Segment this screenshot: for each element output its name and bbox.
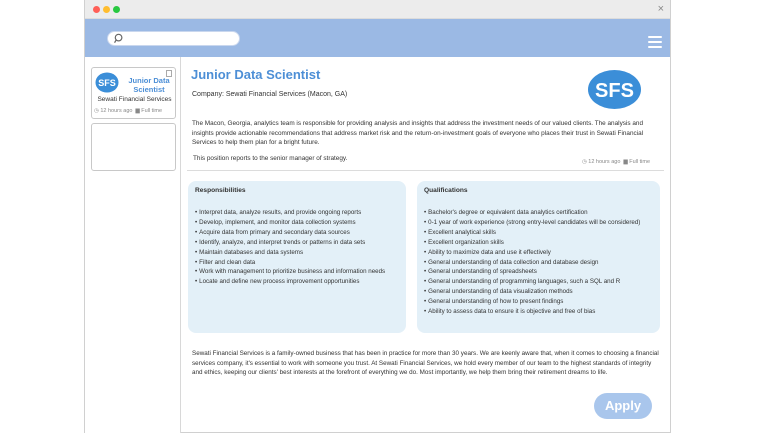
list-item: • Locate and define new process improvement opportunities xyxy=(195,277,399,287)
responsibilities-list xyxy=(195,208,399,287)
company-logo xyxy=(95,72,119,93)
minimize-window-dot[interactable] xyxy=(103,6,110,13)
list-item: • General understanding of data collection and database design xyxy=(424,258,653,268)
list-item: • Interpret data, analyze results, and provide ongoing reports xyxy=(195,208,399,218)
menu-icon[interactable] xyxy=(648,36,662,49)
clock-icon: ◷ xyxy=(94,108,99,114)
clock-icon: ◷ xyxy=(581,159,587,165)
list-item: • Work with management to prioritize business and information needs xyxy=(195,267,399,277)
briefcase-icon: ▆ xyxy=(623,159,628,165)
search-input[interactable] xyxy=(107,31,240,46)
search-icon xyxy=(114,33,125,44)
list-item: • Excellent analytical skills xyxy=(424,228,653,238)
card-meta xyxy=(94,108,176,114)
logo-text: SFS xyxy=(98,78,116,88)
list-item: • General understanding of spreadsheets xyxy=(424,267,653,277)
qualifications-list xyxy=(424,208,653,317)
company-logo xyxy=(587,69,642,110)
briefcase-icon: ▆ xyxy=(135,108,140,114)
card-job-type: Full time xyxy=(141,108,163,114)
list-item: • Bachelor's degree or equivalent data analytics certification xyxy=(424,208,653,218)
list-item: • General understanding of programming languages, such a SQL and R xyxy=(424,277,653,287)
list-item: • 0-1 year of work experience (strong entry-level candidates will be considered) xyxy=(424,218,653,228)
close-icon[interactable]: × xyxy=(657,3,664,15)
list-item: • Maintain databases and data systems xyxy=(195,248,399,258)
responsibilities-panel xyxy=(188,181,406,333)
posted-time: 12 hours ago xyxy=(588,159,621,165)
qualifications-panel xyxy=(417,181,660,333)
card-company-name: Sewati Financial Services xyxy=(97,96,172,103)
job-meta xyxy=(582,159,650,165)
list-item: • General understanding of data visualization methods xyxy=(424,287,653,297)
job-list-card[interactable] xyxy=(91,67,176,119)
top-bar xyxy=(85,19,670,57)
list-item: • Develop, implement, and monitor data collection systems xyxy=(195,218,399,228)
list-item: • Identify, analyze, and interpret trends or patterns in data sets xyxy=(195,238,399,248)
maximize-window-dot[interactable] xyxy=(113,6,120,13)
company-line: Company: Sewati Financial Services (Macon, GA) xyxy=(192,91,348,98)
browser-window xyxy=(84,0,671,433)
logo-text: SFS xyxy=(595,80,634,102)
responsibilities-heading: Responsibilities xyxy=(195,187,246,194)
qualifications-heading: Qualifications xyxy=(424,187,468,194)
empty-job-card[interactable] xyxy=(91,123,176,171)
job-list-sidebar xyxy=(85,57,181,433)
list-item: • Excellent organization skills xyxy=(424,238,653,248)
job-type: Full time xyxy=(629,159,650,165)
list-item: • Acquire data from primary and secondary data sources xyxy=(195,228,399,238)
card-posted-time: 12 hours ago xyxy=(100,108,133,114)
list-item: • Filter and clean data xyxy=(195,258,399,268)
list-item: • General understanding of how to present findings xyxy=(424,297,653,307)
company-about: Sewati Financial Services is a family-owned business that has been in practice for more than 30 years. We are keenly aware that, when it comes to choosing a financial services company, it's essential to work with someone you trust. At Sewati Financial Services, we hold every member of our team to the highest standards of integrity and ethics, keeping our clients' best interests at the forefront of everything we do. Most importantly, we help them bring their retirement dreams to life. xyxy=(192,350,659,377)
divider xyxy=(187,170,664,171)
apply-button[interactable]: Apply xyxy=(594,393,652,419)
reports-to: This position reports to the senior manager of strategy. xyxy=(193,155,348,162)
close-window-dot[interactable] xyxy=(93,6,100,13)
job-detail xyxy=(182,57,670,433)
job-description: The Macon, Georgia, analytics team is responsible for providing analysis and insights that address the investment needs of our valued clients. The analysis and insights provide actionable recommendations that address market risk and the return-on-investment goals of everyone who places their trust in Sewati Financial Services to help them plan for a bright future. xyxy=(192,120,644,147)
page-title: Junior Data Scientist xyxy=(191,67,321,82)
card-job-title: Junior Data Scientist xyxy=(128,76,170,94)
list-item: • Ability to maximize data and use it effectively xyxy=(424,248,653,258)
title-bar xyxy=(85,0,670,19)
list-item: • Ability to assess data to ensure it is objective and free of bias xyxy=(424,307,653,317)
